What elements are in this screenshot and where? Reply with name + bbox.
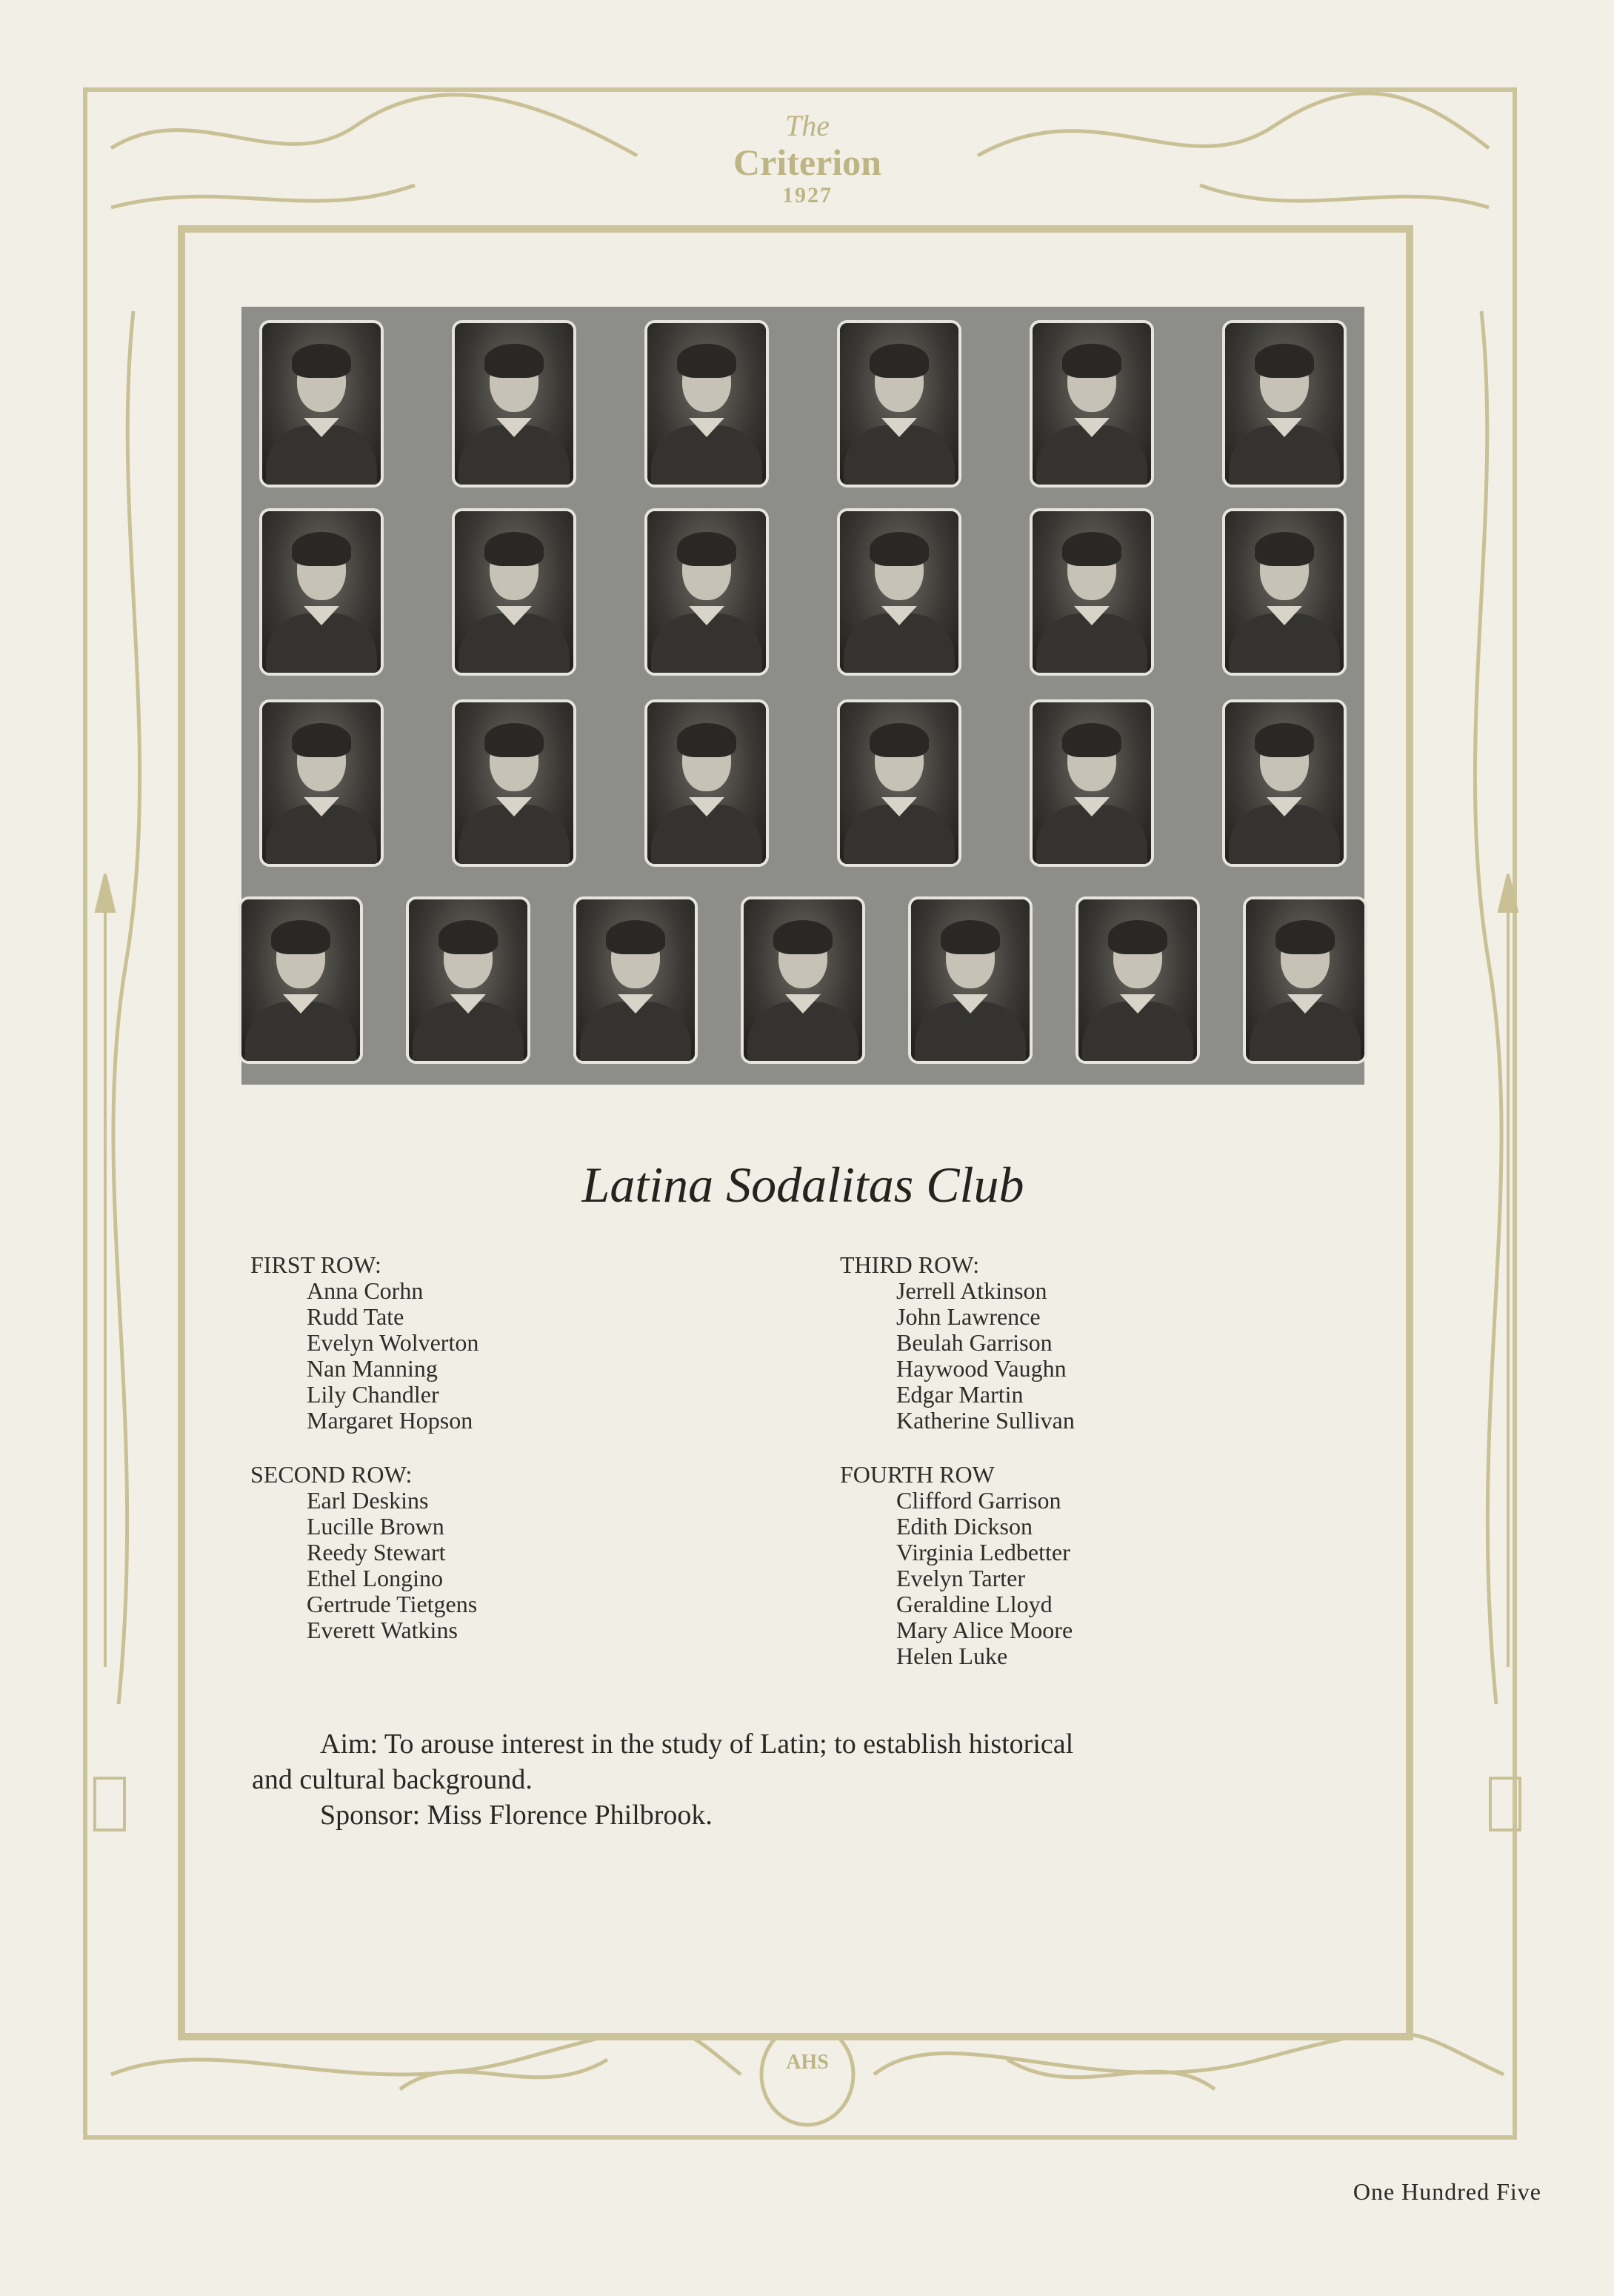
roster-name: Gertrude Tietgens xyxy=(307,1591,478,1617)
member-portrait xyxy=(644,508,769,676)
roster-name: Lucille Brown xyxy=(307,1513,444,1540)
roster-name: Helen Luke xyxy=(896,1643,1008,1669)
masthead-year: 1927 xyxy=(782,183,833,207)
fourth-row-group xyxy=(840,1462,1075,1669)
member-portrait xyxy=(1243,896,1367,1064)
aim-line-1: Aim: To arouse interest in the study of Latin; to establish historical xyxy=(320,1728,1074,1760)
page-number: One Hundred Five xyxy=(1353,2178,1541,2205)
member-portrait xyxy=(644,320,769,488)
member-portrait xyxy=(259,320,384,488)
roster-name: Everett Watkins xyxy=(307,1617,458,1643)
roster-name: Virginia Ledbetter xyxy=(896,1539,1070,1565)
roster-name: Anna Corhn xyxy=(307,1277,424,1304)
member-photo-panel xyxy=(241,307,1364,1085)
member-portrait xyxy=(837,699,961,867)
roster-name: Rudd Tate xyxy=(307,1303,404,1330)
member-portrait xyxy=(1076,896,1200,1064)
member-portrait xyxy=(259,508,384,676)
club-aim-paragraph xyxy=(252,1726,1363,1833)
member-portrait xyxy=(452,320,576,488)
sponsor-line: Sponsor: Miss Florence Philbrook. xyxy=(320,1800,713,1831)
first-row-group xyxy=(250,1252,478,1434)
member-portrait xyxy=(908,896,1033,1064)
member-portrait xyxy=(452,508,576,676)
roster-name: Katherine Sullivan xyxy=(896,1407,1075,1434)
roster-name: Haywood Vaughn xyxy=(896,1355,1067,1382)
third-row-label: THIRD ROW: xyxy=(840,1251,980,1278)
member-portrait xyxy=(259,699,384,867)
member-portrait xyxy=(239,896,363,1064)
third-row-group xyxy=(840,1252,1075,1434)
member-portrait xyxy=(406,896,530,1064)
first-row-label: FIRST ROW: xyxy=(250,1251,381,1278)
roster-name: Clifford Garrison xyxy=(896,1487,1061,1514)
member-portrait xyxy=(1222,699,1347,867)
roster-name: Edgar Martin xyxy=(896,1381,1024,1408)
second-row-label: SECOND ROW: xyxy=(250,1461,413,1488)
roster-name: Reedy Stewart xyxy=(307,1539,446,1565)
member-portrait xyxy=(1222,508,1347,676)
roster-name: Lily Chandler xyxy=(307,1381,439,1408)
yearbook-masthead xyxy=(696,110,918,209)
aim-line-2: and cultural background. xyxy=(252,1764,533,1795)
member-portrait xyxy=(573,896,698,1064)
roster-name: Evelyn Wolverton xyxy=(307,1329,479,1356)
roster-name: Margaret Hopson xyxy=(307,1407,473,1434)
member-portrait xyxy=(452,699,576,867)
roster-name: John Lawrence xyxy=(896,1303,1041,1330)
roster-name: Earl Deskins xyxy=(307,1487,429,1514)
member-portrait xyxy=(1030,320,1154,488)
footer-emblem: AHS xyxy=(786,2051,829,2074)
second-row-group xyxy=(250,1462,478,1643)
member-portrait xyxy=(837,320,961,488)
roster-name: Evelyn Tarter xyxy=(896,1565,1025,1591)
member-portrait xyxy=(741,896,865,1064)
roster-name: Jerrell Atkinson xyxy=(896,1277,1047,1304)
member-portrait xyxy=(644,699,769,867)
masthead-title: Criterion xyxy=(733,142,881,183)
member-portrait xyxy=(1030,508,1154,676)
roster-left-column xyxy=(250,1252,478,1671)
member-portrait xyxy=(1030,699,1154,867)
member-portrait xyxy=(1222,320,1347,488)
roster-name: Geraldine Lloyd xyxy=(896,1591,1053,1617)
fourth-row-label: FOURTH ROW xyxy=(840,1461,995,1488)
club-title: Latina Sodalitas Club xyxy=(581,1157,1024,1213)
roster-name: Mary Alice Moore xyxy=(896,1617,1073,1643)
roster-right-column xyxy=(840,1252,1075,1697)
member-portrait xyxy=(837,508,961,676)
roster-name: Ethel Longino xyxy=(307,1565,443,1591)
masthead-the: The xyxy=(785,109,830,142)
roster-name: Nan Manning xyxy=(307,1355,438,1382)
roster-name: Edith Dickson xyxy=(896,1513,1033,1540)
roster-name: Beulah Garrison xyxy=(896,1329,1053,1356)
